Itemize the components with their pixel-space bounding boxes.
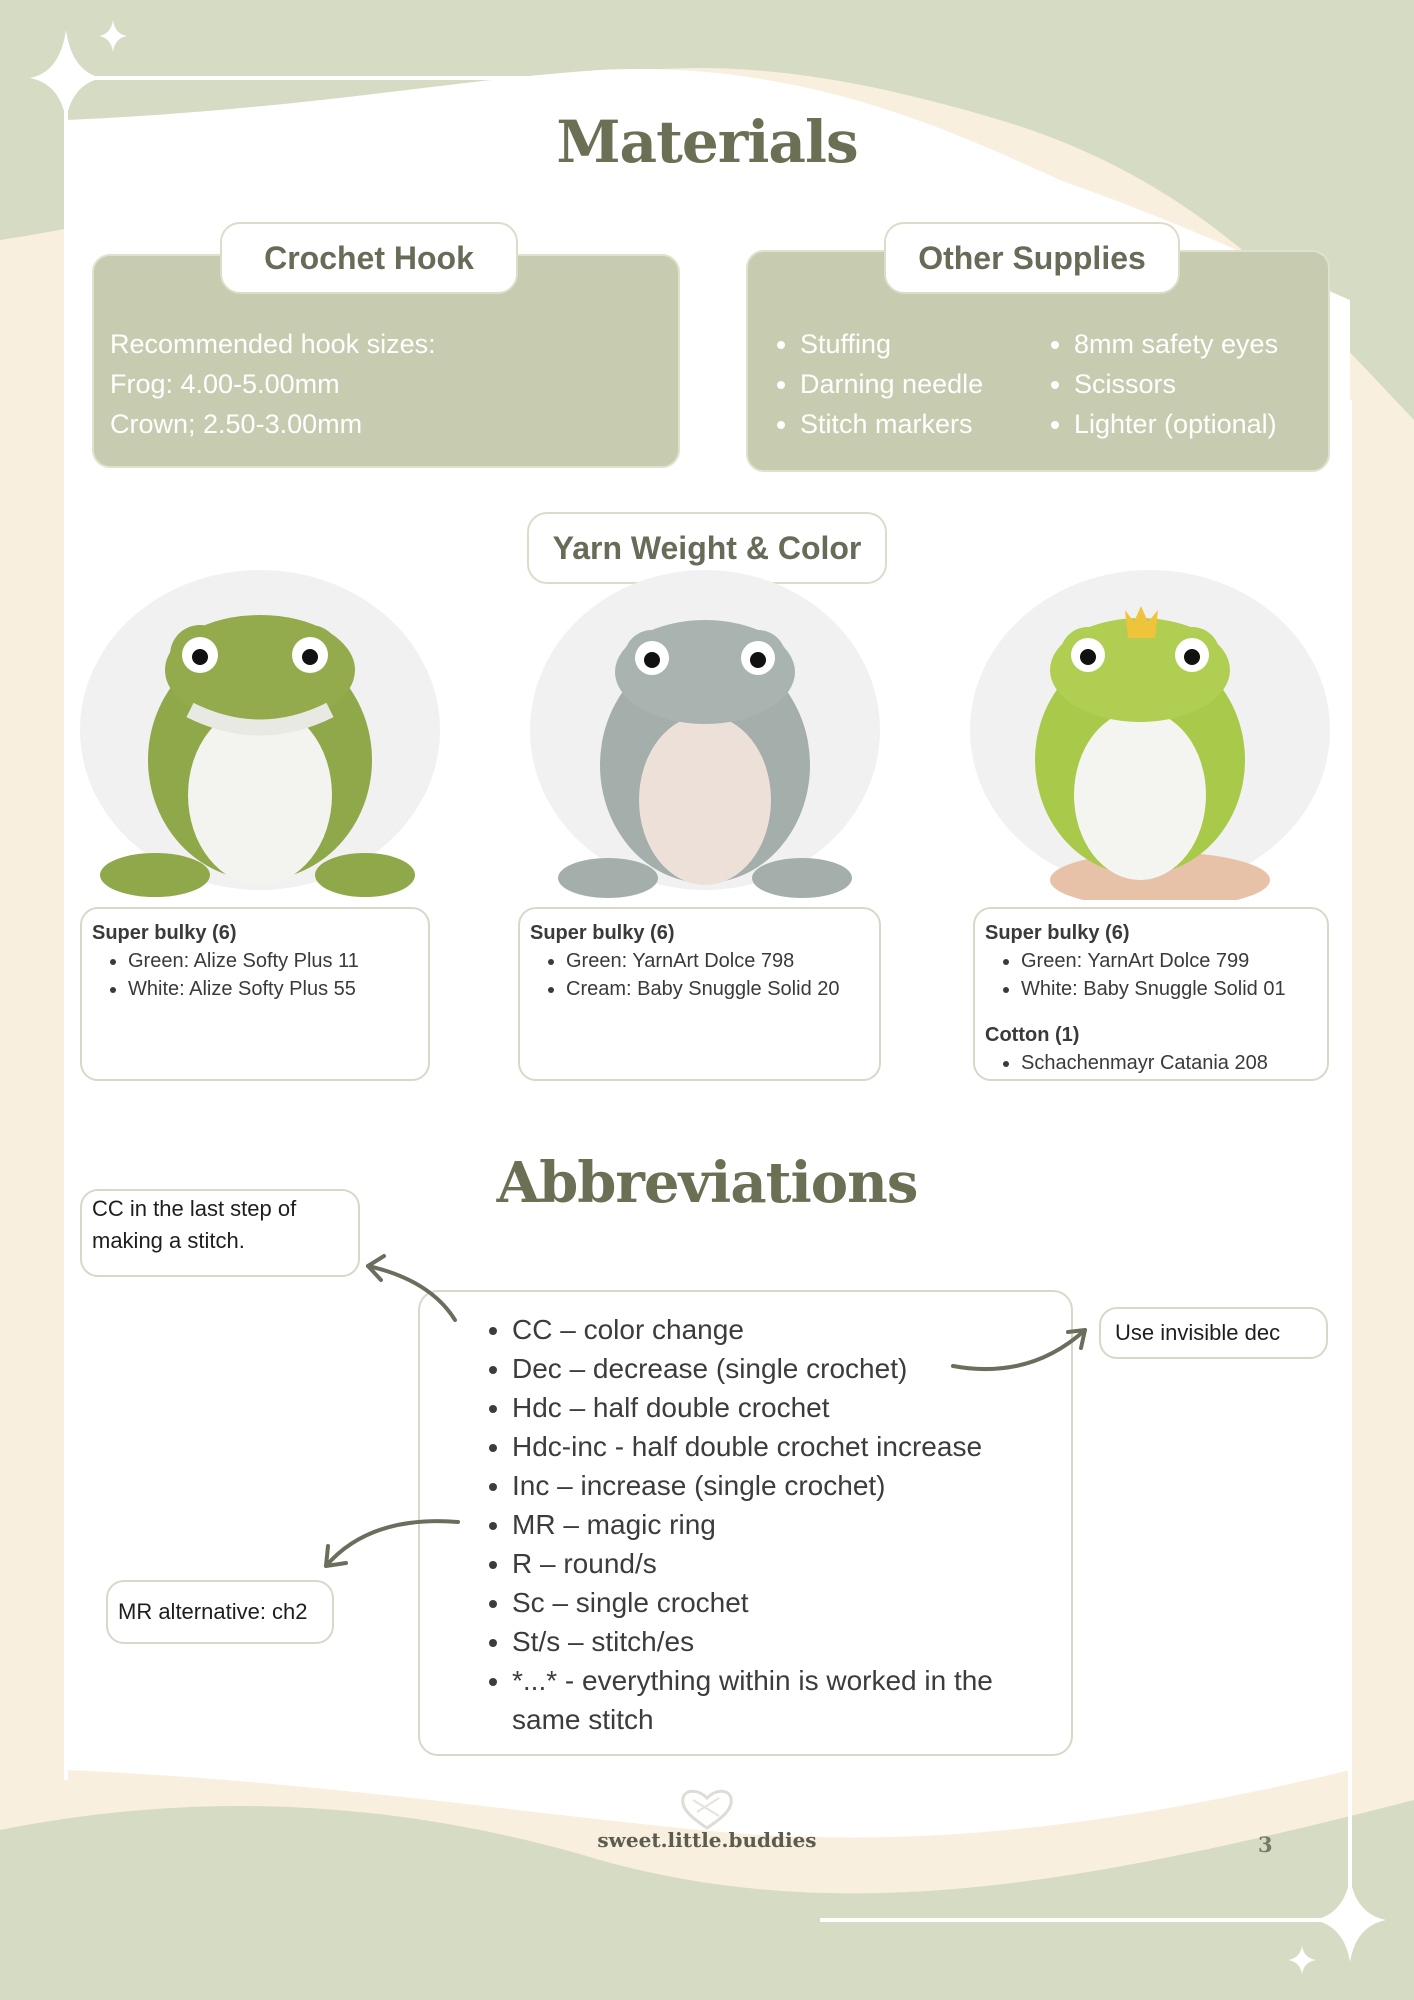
hook-line: Frog: 4.00-5.00mm bbox=[110, 369, 340, 399]
page-title: Materials bbox=[556, 108, 858, 176]
yarn-item: • Schachenmayr Catania 208 bbox=[1021, 1049, 1317, 1077]
yarn-item: • White: Baby Snuggle Solid 01 bbox=[1021, 975, 1317, 1003]
supply-item: • Stitch markers bbox=[800, 404, 983, 444]
yarn-weight-label: Super bulky (6) bbox=[92, 922, 237, 944]
brand-name: sweet.little.buddies bbox=[597, 1828, 817, 1852]
abbreviation-item: • Inc – increase (single crochet) bbox=[512, 1466, 1051, 1505]
supply-item: • Stuffing bbox=[800, 324, 983, 364]
abbreviation-item: • Hdc – half double crochet bbox=[512, 1388, 1051, 1427]
heart-logo-icon bbox=[679, 1786, 735, 1830]
hook-line: Crown; 2.50-3.00mm bbox=[110, 409, 363, 439]
frog-photo-prince bbox=[960, 560, 1340, 900]
crochet-hook-heading: Crochet Hook bbox=[220, 222, 518, 294]
page-number: 3 bbox=[1258, 1832, 1273, 1857]
abbreviation-item: • R – round/s bbox=[512, 1544, 1051, 1583]
frog-photo-green bbox=[70, 560, 450, 900]
abbreviations-title: Abbreviations bbox=[496, 1150, 918, 1216]
abbreviation-item: • Hdc-inc - half double crochet increase bbox=[512, 1427, 1051, 1466]
mr-note: MR alternative: ch2 bbox=[106, 1580, 334, 1644]
yarn-item: • Cream: Baby Snuggle Solid 20 bbox=[566, 975, 869, 1003]
dec-note: Use invisible dec bbox=[1099, 1307, 1328, 1359]
yarn-item: • Green: Alize Softy Plus 11 bbox=[128, 947, 418, 975]
abbreviation-item: • *...* - everything within is worked in the same stitch bbox=[512, 1661, 1051, 1739]
abbreviation-item: • Dec – decrease (single crochet) bbox=[512, 1349, 1051, 1388]
cc-note: CC in the last step of making a stitch. bbox=[80, 1189, 360, 1277]
yarn-card bbox=[80, 907, 430, 1081]
supplies-list-col1 bbox=[800, 324, 983, 444]
yarn-item: • Green: YarnArt Dolce 798 bbox=[566, 947, 869, 975]
supply-item: • Lighter (optional) bbox=[1074, 404, 1278, 444]
abbreviation-item: • MR – magic ring bbox=[512, 1505, 1051, 1544]
abbreviations-box bbox=[418, 1290, 1073, 1756]
supply-item: • Scissors bbox=[1074, 364, 1278, 404]
abbreviation-item: • CC – color change bbox=[512, 1310, 1051, 1349]
yarn-card bbox=[973, 907, 1329, 1081]
other-supplies-heading: Other Supplies bbox=[884, 222, 1180, 294]
supplies-list-col2 bbox=[1074, 324, 1278, 444]
hook-line: Recommended hook sizes: bbox=[110, 329, 436, 359]
yarn-weight-label: Super bulky (6) bbox=[530, 922, 675, 944]
yarn-item: • White: Alize Softy Plus 55 bbox=[128, 975, 418, 1003]
yarn-weight-heading: Yarn Weight & Color bbox=[527, 512, 887, 584]
abbreviation-item: • Sc – single crochet bbox=[512, 1583, 1051, 1622]
yarn-weight-label: Cotton (1) bbox=[985, 1024, 1080, 1046]
supply-item: • Darning needle bbox=[800, 364, 983, 404]
supply-item: • 8mm safety eyes bbox=[1074, 324, 1278, 364]
yarn-item: • Green: YarnArt Dolce 799 bbox=[1021, 947, 1317, 975]
yarn-weight-label: Super bulky (6) bbox=[985, 922, 1130, 944]
frog-photo-grey bbox=[520, 560, 890, 900]
yarn-card bbox=[518, 907, 881, 1081]
abbreviation-item: • St/s – stitch/es bbox=[512, 1622, 1051, 1661]
hook-sizes-list bbox=[110, 324, 436, 444]
